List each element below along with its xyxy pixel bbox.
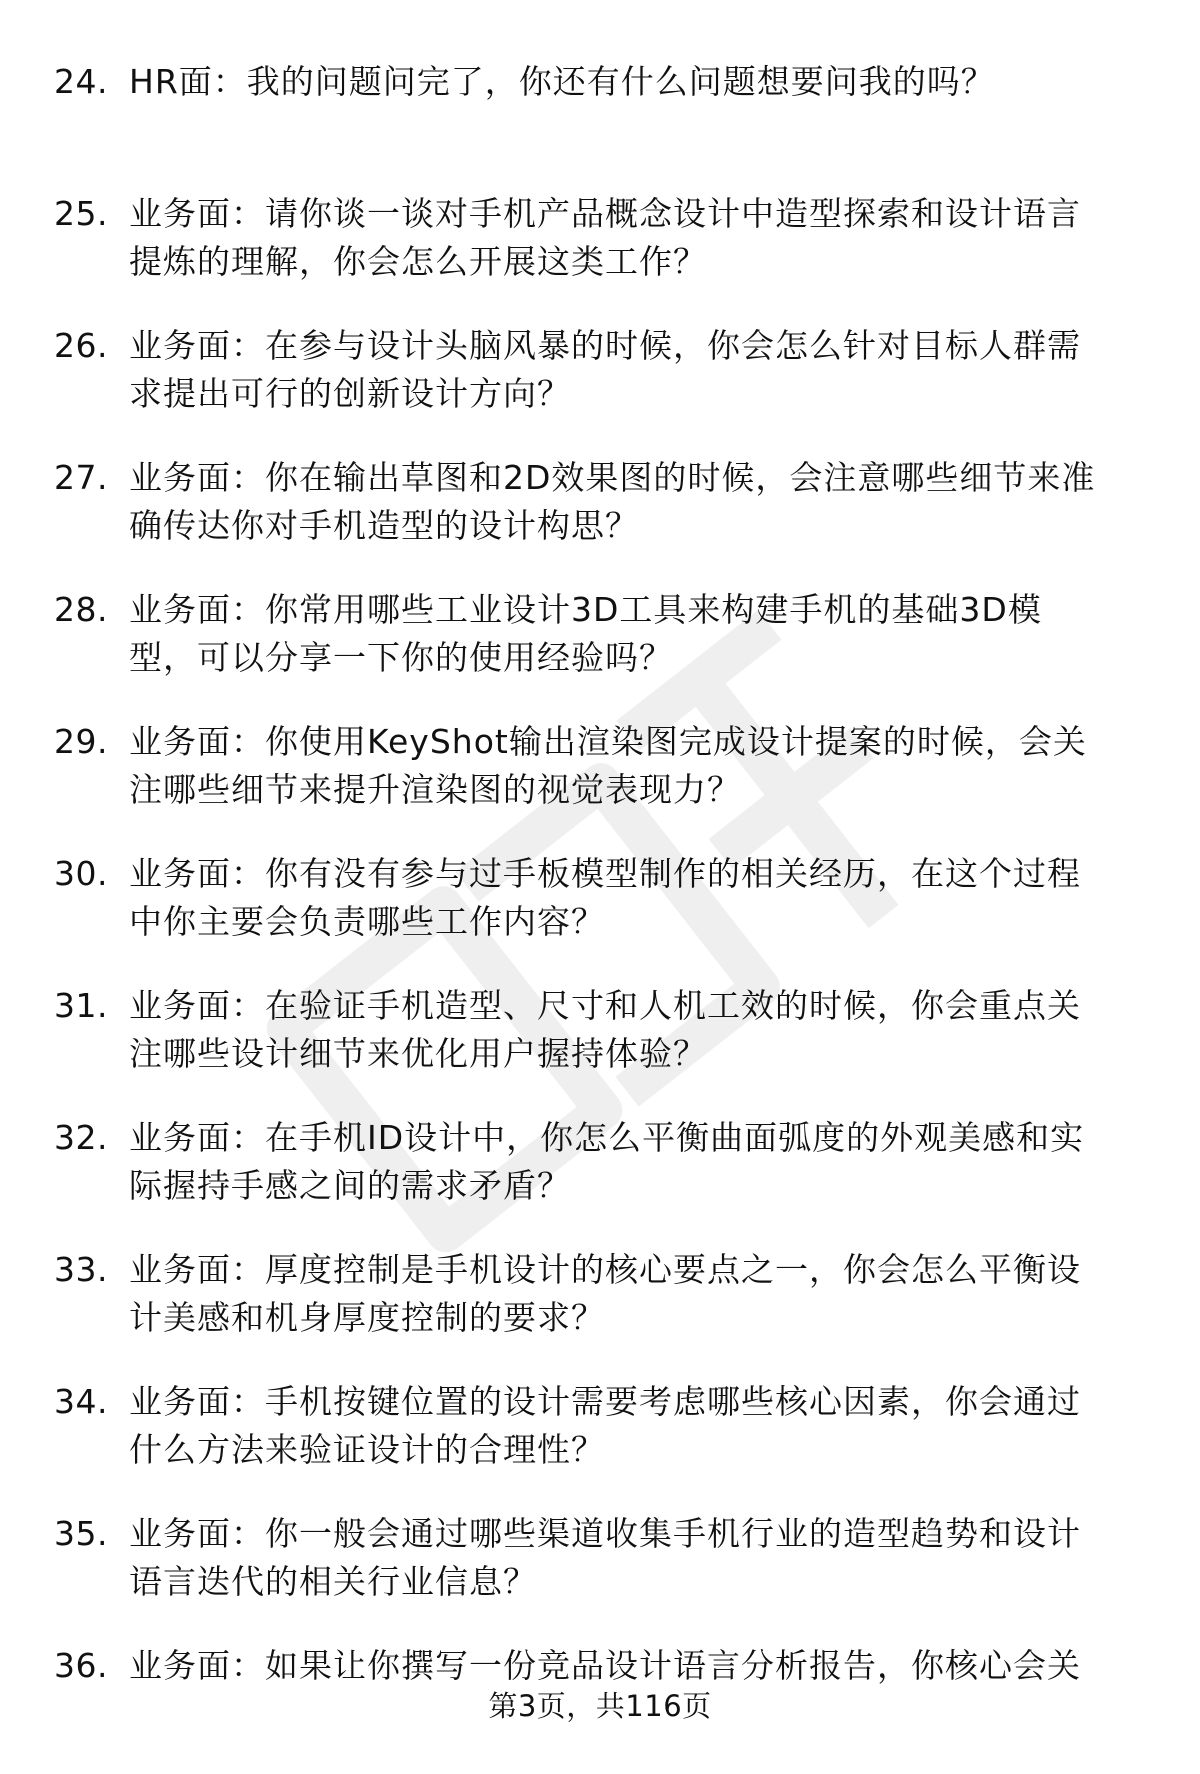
- question-text: 业务面：在验证手机造型、尺寸和人机工效的时候，你会重点关 注哪些设计细节来优化用户握持体验？: [129, 986, 1081, 1073]
- question-text: 业务面：在手机ID设计中，你怎么平衡曲面弧度的外观美感和实 际握持手感之间的需求矛盾？: [129, 1118, 1085, 1205]
- question-number: 28.: [54, 590, 108, 629]
- question-item: [0, 1510, 1200, 1642]
- question-number: 32.: [54, 1118, 108, 1157]
- question-number: 27.: [54, 458, 108, 497]
- question-item: [0, 190, 1200, 322]
- question-number: 31.: [54, 986, 108, 1025]
- question-text: 业务面：厚度控制是手机设计的核心要点之一，你会怎么平衡设 计美感和机身厚度控制的要求？: [129, 1250, 1081, 1337]
- question-text: 业务面：在参与设计头脑风暴的时候，你会怎么针对目标人群需 求提出可行的创新设计方向？: [129, 326, 1081, 413]
- question-item: [0, 718, 1200, 850]
- question-number: 30.: [54, 854, 108, 893]
- question-number: 36.: [54, 1646, 108, 1685]
- question-item: [0, 1114, 1200, 1246]
- question-text: 业务面：你一般会通过哪些渠道收集手机行业的造型趋势和设计 语言迭代的相关行业信息？: [129, 1514, 1081, 1601]
- question-text: 业务面：你常用哪些工业设计3D工具来构建手机的基础3D模 型，可以分享一下你的使用经验吗？: [129, 590, 1042, 677]
- question-number: 29.: [54, 722, 108, 761]
- question-number: 33.: [54, 1250, 108, 1289]
- question-item: [0, 454, 1200, 586]
- page-footer: 第3页，共116页: [488, 1689, 712, 1723]
- question-text: 业务面：手机按键位置的设计需要考虑哪些核心因素，你会通过 什么方法来验证设计的合理性？: [129, 1382, 1081, 1469]
- question-item: [0, 850, 1200, 982]
- question-number: 24.: [54, 62, 108, 101]
- question-item: [0, 322, 1200, 454]
- question-text: 业务面：你在输出草图和2D效果图的时候，会注意哪些细节来准 确传达你对手机造型的设计构思？: [129, 458, 1096, 545]
- question-item: [0, 982, 1200, 1114]
- question-item: [0, 586, 1200, 718]
- question-item: [0, 1378, 1200, 1510]
- question-number: 26.: [54, 326, 108, 365]
- question-text: 业务面：你有没有参与过手板模型制作的相关经历，在这个过程 中你主要会负责哪些工作内容？: [129, 854, 1081, 941]
- question-item: [0, 1246, 1200, 1378]
- question-number: 35.: [54, 1514, 108, 1553]
- question-text: HR面：我的问题问完了，你还有什么问题想要问我的吗？: [129, 62, 995, 101]
- question-text: 业务面：如果让你撰写一份竞品设计语言分析报告，你核心会关: [129, 1646, 1081, 1685]
- question-text: 业务面：请你谈一谈对手机产品概念设计中造型探索和设计语言 提炼的理解，你会怎么开展这类工作？: [129, 194, 1081, 281]
- question-number: 34.: [54, 1382, 108, 1421]
- question-item: [0, 58, 1200, 190]
- question-list: [0, 58, 1200, 1774]
- question-number: 25.: [54, 194, 108, 233]
- question-text: 业务面：你使用KeyShot输出渲染图完成设计提案的时候，会关 注哪些细节来提升渲染图的视觉表现力？: [129, 722, 1087, 809]
